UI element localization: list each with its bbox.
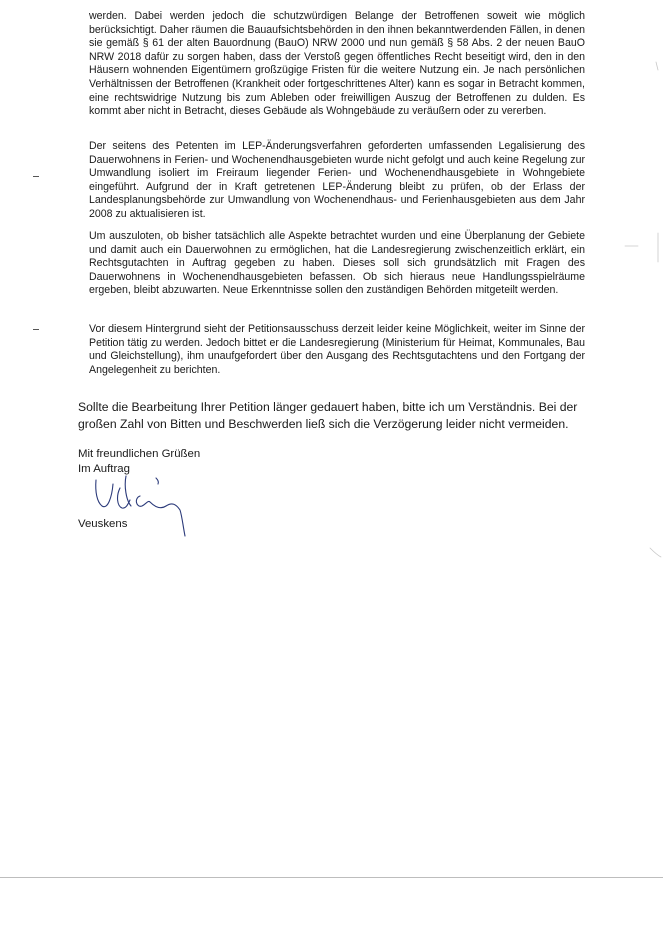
closing-note: Sollte die Bearbeitung Ihrer Petition länger gedauert haben, bitte ich um Verständnis. Bei der großen Zahl von Bitten und Beschwerden ließ sich die Verzögerung leider nicht vermeiden. xyxy=(78,400,578,431)
greeting: Mit freundlichen Grüßen xyxy=(78,448,201,460)
on-behalf-line: Im Auftrag xyxy=(78,463,130,475)
margin-tick xyxy=(33,176,39,177)
paragraph-lep-aenderung: Der seitens des Petenten im LEP-Änderungsverfahren geforderten umfassenden Legalisierung des Dauerwohnens in Ferien- und Wochenendhausgebieten wurde nicht gefolgt und auch keine Regelung zur Umwandlung isoliert im Freiraum liegender Ferien- und Wochenendhausgebiete in Wohngebiete eingeführt. Aufgrund der in Kraft getretenen LEP-Änderung bleibt zu prüfen, ob der Erlass der Landesplanungsbehörde zur Umwandlung von Wochenendhaus- und Ferienhausgebieten aus dem Jahr 2008 zu aktualisieren ist. xyxy=(89,140,585,220)
paragraph-rechtsgutachten: Um auszuloten, ob bisher tatsächlich alle Aspekte betrachtet wurden und eine Überplanung der Gebiete und damit auch ein Dauerwohnen zu ermöglichen, hat die Landesregierung zwischenzeitlich erklärt, ein Rechtsgutachten in Auftrag gegeben zu haben. Dieses soll sich grundsätzlich mit Fragen des Dauerwohnens in Wochenendhausgebieten befassen. Ob sich hieraus neue Handlungsspielräume ergeben, bleibt abzuwarten. Neue Erkenntnisse sollen den zuständigen Behörden mitgeteilt werden. xyxy=(89,230,585,297)
paragraph-petitionsausschuss: Vor diesem Hintergrund sieht der Petitionsausschuss derzeit leider keine Möglichkeit, weiter im Sinne der Petition tätig zu werden. Jedoch bittet er die Landesregierung (Ministerium für Heimat, Kommunales, Bau und Gleichstellung), ihm unaufgefordert über den Ausgang des Rechtsgutachtens und den Fortgang der Angelegenheit zu berichten. xyxy=(89,323,585,376)
paragraph-nutzung-duldung: werden. Dabei werden jedoch die schutzwürdigen Belange der Betroffenen soweit wie möglich berücksichtigt. Daher räumen die Bauaufsichtsbehörden in den ihnen bekanntwerdenden Fällen, in denen sie gemäß § 61 der alten Bauordnung (BauO) NRW 2000 und nun gemäß § 58 Abs. 2 der neuen BauO NRW 2018 dafür zu sorgen haben, dass der Verstoß gegen öffentliches Recht beseitigt wird, den in den Häusern wohnenden Eigentümern großzügige Fristen für die weitere Nutzung ein. Je nach persönlichen Verhältnissen der Betroffenen (Krankheit oder fortgeschrittenes Alter) kann es sogar in Betracht kommen, eine rechtswidrige Nutzung bis zum Ableben oder freiwilligen Auszug der Betroffenen zu dulden. Es kommt aber nicht in Betracht, dieses Gebäude als Wohngebäude zu veräußern oder zu vererben. xyxy=(89,10,585,118)
scan-edge-line xyxy=(0,877,663,878)
margin-tick xyxy=(33,329,39,330)
signer-name: Veuskens xyxy=(78,518,128,530)
